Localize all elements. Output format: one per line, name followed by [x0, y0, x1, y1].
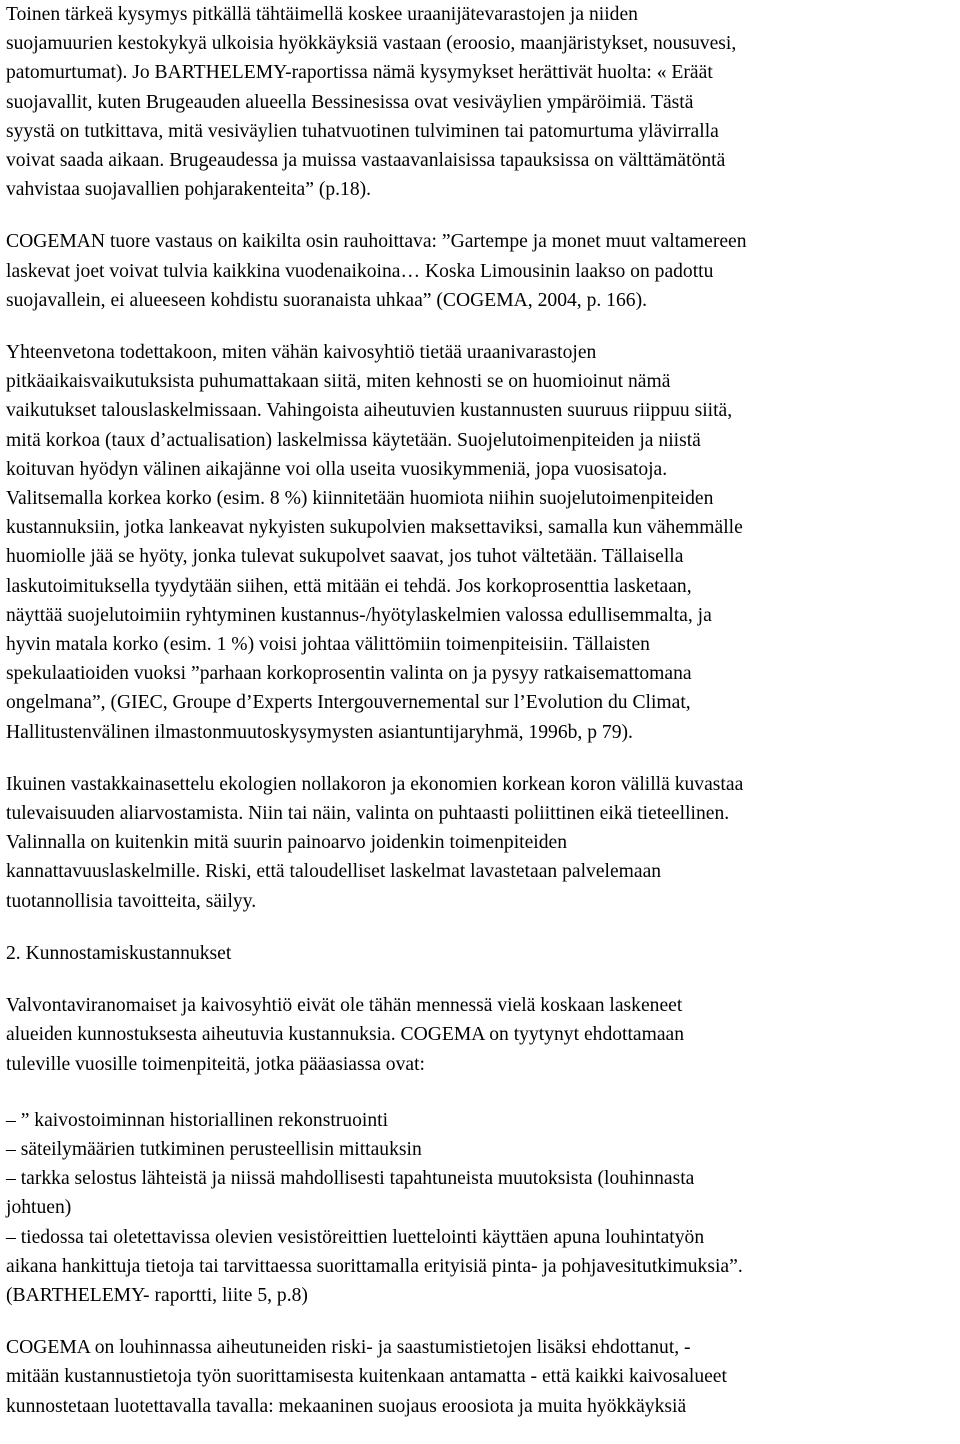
paragraph-storage-durability: Toinen tärkeä kysymys pitkällä tähtäimellä koskee uraanijätevarastojen ja niiden suojamuurien kestokykyä ulkoisia hyökkäyksiä vastaan (eroosio, maanjäristykset, nousuvesi, patomurtumat). Jo BARTHELEMY-raportissa nämä kysymykset herättivät huolta: « Eräät suojavallit, kuten Brugeauden alueella Bessinesissa ovat vesiväylien ympäröimiä. Tästä syystä on tutkittava, mitä vesiväylien tuhatvuotinen tulviminen tai patomurtuma ylävirralla voivat saada aikaan. Brugeaudessa ja muissa vastaavanlaisissa tapauksissa on välttämätöntä vahvistaa suojavallien pohjarakenteita” (p.18).: [6, 4, 737, 201]
paragraph-ecologists-economists: Ikuinen vastakkainasettelu ekologien nollakoron ja ekonomien korkean koron välillä kuvastaa tulevaisuuden aliarvostamista. Niin tai näin, valinta on puhtaasti poliittinen eikä tieteellinen. Valinnalla on kuitenkin mitä suurin painoarvo joidenkin toimenpiteiden kannattavuuslaskelmille. Riski, että taloudelliset laskelmat lavastetaan palvelemaan tuotannollisia tavoitteita, säilyy.: [6, 773, 744, 912]
paragraph-cogema-proposal: COGEMA on louhinnassa aiheutuneiden riski- ja saastumistietojen lisäksi ehdottanut, - mitään kustannustietoja työn suorittamisesta kuitenkaan antamatta - että kaikki kaivosalueet kunnostetaan luotettavalla tavalla: mekaaninen suojaus eroosiota ja muita hyökkäyksiä: [6, 1337, 727, 1417]
paragraph-cogema-response: COGEMAN tuore vastaus on kaikilta osin rauhoittava: ”Gartempe ja monet muut valtamereen laskevat joet voivat tulvia kaikkina vuodenaikoina… Koska Limousinin laakso on padottu suojavallein, ei alueeseen kohdistu suoranaista uhkaa” (COGEMA, 2004, p. 166).: [6, 231, 747, 311]
list-item: – säteilymäärien tutkiminen perusteellisin mittauksin: [6, 1138, 422, 1160]
list-item: – tiedossa tai oletettavissa olevien vesistöreittien luettelointi käyttäen apuna louhintatyön aikana hankittuja tietoja tai tarvittaessa suorittamalla erityisiä pinta- ja pohjavesitutkimuksia”. (BARTHELEMY- raportti, liite 5, p.8): [6, 1226, 743, 1306]
paragraph-restoration-costs: Valvontaviranomaiset ja kaivosyhtiö eivät ole tähän mennessä vielä koskaan laskeneet alueiden kunnostuksesta aiheutuvia kustannuksia. COGEMA on tyytynyt ehdottamaan tuleville vuosille toimenpiteitä, jotka pääasiassa ovat:: [6, 995, 685, 1075]
document-page: [6, 0, 958, 1444]
list-item: – tarkka selostus lähteistä ja niissä mahdollisesti tapahtuneista muutoksista (louhinnasta johtuen): [6, 1168, 695, 1219]
paragraph-summary-discount-rate: Yhteenvetona todettakoon, miten vähän kaivosyhtiö tietää uraanivarastojen pitkäaikaisvaikutuksista puhumattakaan siitä, miten kehnosti se on huomioinut nämä vaikutukset talouslaskelmissaan. Vahingoista aiheutuvien kustannusten suuruus riippuu siitä, mitä korkoa (taux d’actualisation) laskelmissa käytetään. Suojelutoimenpiteiden ja niistä koituvan hyödyn välinen aikajänne voi olla useita vuosikymmeniä, jopa vuosisatoja. Valitsemalla korkea korko (esim. 8 %) kiinnitetään huomiota niihin suojelutoimenpiteiden kustannuksiin, jotka lankeavat nykyisten sukupolvien maksettaviksi, samalla kun vähemmälle huomiolle jää se hyöty, jonka tulevat sukupolvet saavat, jos tuhot vältetään. Tällaisella laskutoimituksella tyydytään siihen, että mitään ei tehdä. Jos korkoprosenttia lasketaan, näyttää suojelutoimiin ryhtyminen kustannus-/hyötylaskelmien valossa edullisemmalta, ja hyvin matala korko (esim. 1 %) voisi johtaa välittömiin toimenpiteisiin. Tällaisten spekulaatioiden vuoksi ”parhaan korkoprosentin valinta on ja pysyy ratkaisemattomana ongelmana”, (GIEC, Groupe d’Experts Intergouvernemental sur l’Evolution du Climat, Hallitustenvälinen ilmastonmuutoskysymysten asiantuntijaryhmä, 1996b, p 79).: [6, 342, 743, 743]
list-item: – ” kaivostoiminnan historiallinen rekonstruointi: [6, 1109, 389, 1131]
section-heading: 2. Kunnostamiskustannukset: [6, 942, 232, 964]
measures-list: [6, 1106, 958, 1310]
